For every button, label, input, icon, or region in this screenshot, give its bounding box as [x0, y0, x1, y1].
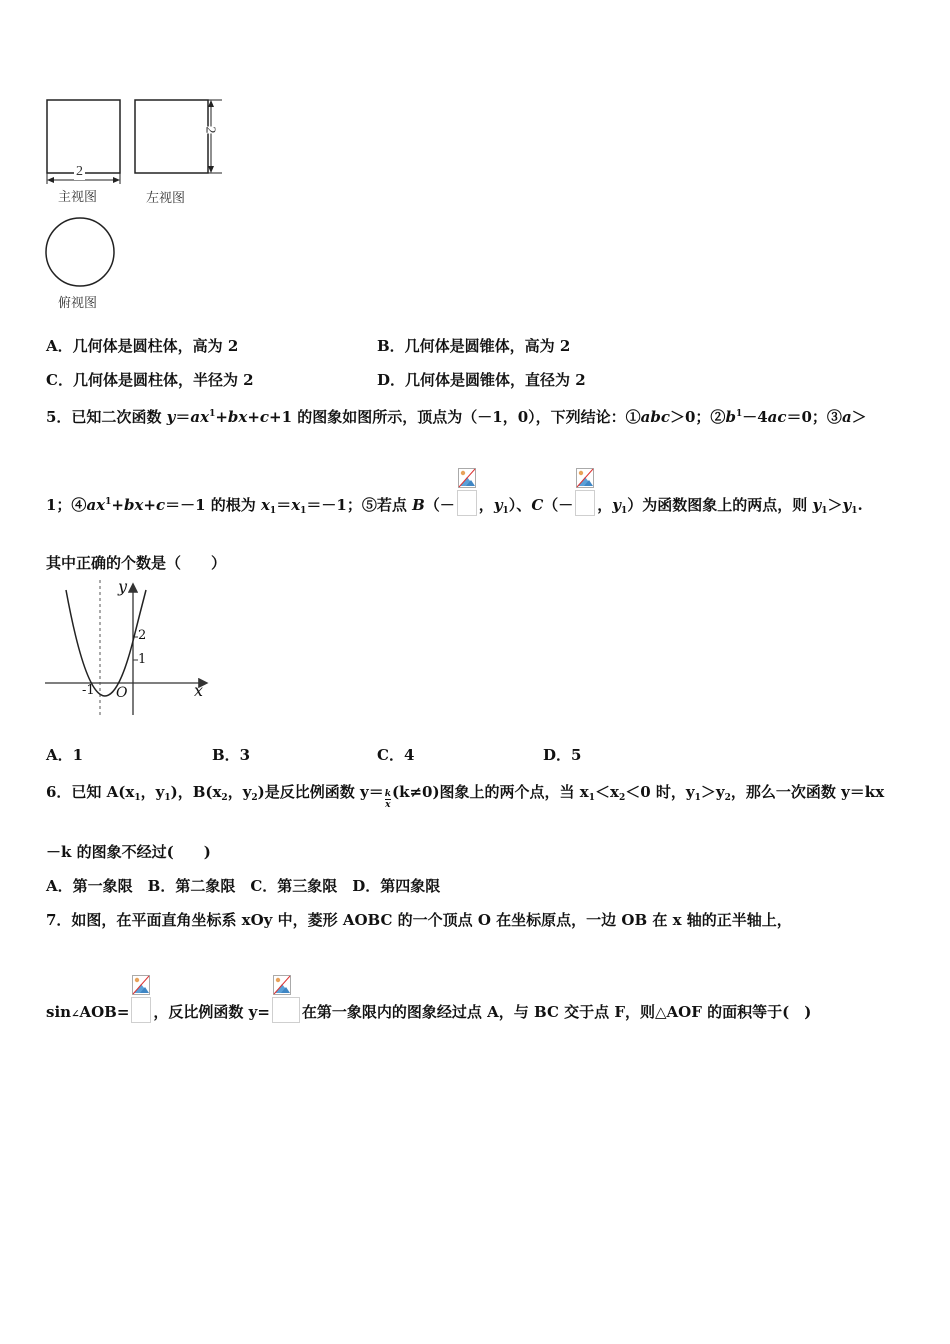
q6-sub: 2 [724, 793, 731, 803]
q6-text: 6．已知 A(x [46, 783, 135, 801]
q5-y: y [493, 496, 503, 514]
q6-sub: 1 [164, 793, 171, 803]
q6-text: )是反比例函数 y＝ [257, 783, 384, 801]
front-dim-label: 2 [76, 164, 83, 179]
q5-ya: y [812, 496, 822, 514]
q5-yb: y [842, 496, 852, 514]
q5-abc: abc [640, 408, 670, 426]
q6-text: )，B(x [170, 783, 222, 801]
broken-image-icon [575, 490, 595, 516]
q5-eq: ＝ [175, 408, 191, 426]
q6-sub: 1 [588, 793, 595, 803]
parabola-graph [40, 575, 220, 725]
q5-eq-2: ＝ [276, 496, 292, 514]
q5-item5: ＝－1；⑤若点 [306, 496, 413, 514]
q7-text: ，反比例函数 y= [153, 1003, 270, 1021]
fraction-denominator: x [385, 800, 391, 810]
q5-ax-2: ax [86, 496, 106, 514]
q5-line-1 [46, 404, 867, 427]
q5-period: . [857, 496, 863, 514]
image-placeholder-icon [458, 468, 476, 488]
q5-point-b: B [412, 496, 425, 514]
q5-line-2 [46, 490, 863, 521]
q4-option-d: D．几何体是圆锥体，直径为 2 [377, 371, 586, 389]
q5-conclusion: ）为函数图象上的两点，则 [627, 496, 813, 514]
q7-line-1: 7．如图，在平面直角坐标系 xOy 中，菱形 AOBC 的一个顶点 O 在坐标原点，一边 OB 在 x 轴的正半轴上， [46, 911, 792, 929]
image-placeholder-icon [576, 468, 594, 488]
q5-sep: ）、 [508, 496, 532, 514]
q6-line-2: －k 的图象不经过( ) [46, 843, 211, 861]
q5-a: a [841, 408, 852, 426]
q5-text-2: +1 的图象如图所示，顶点为（－1，0），下列结论：① [269, 408, 641, 426]
q5-option-a: A．1 [46, 746, 84, 764]
q5-text-3: ＞0；② [670, 408, 726, 426]
q4-option-b: B．几何体是圆锥体，高为 2 [377, 337, 571, 355]
q5-text: 5．已知二次函数 [46, 408, 167, 426]
q5-y-sub: 1 [502, 506, 509, 516]
q5-exp: 1 [209, 409, 216, 419]
q5-ac: ac [767, 408, 787, 426]
y-axis-label: y [118, 577, 128, 596]
q5-gt: ＞ [851, 408, 867, 426]
q6-text: ，y [227, 783, 252, 801]
q5-comma: ， [478, 496, 494, 514]
q6-sub: 2 [251, 793, 258, 803]
q6-fraction [385, 789, 391, 810]
q5-var-y: y [166, 408, 176, 426]
q5-bxc: +bx+c [215, 408, 270, 426]
q6-sub: 1 [134, 793, 141, 803]
side-dim-label: 2 [202, 126, 218, 134]
q5-b: b [725, 408, 736, 426]
q6-text: ，那么一次函数 y＝kx [730, 783, 885, 801]
tick-label-neg1: -1 [82, 683, 95, 698]
q6-sub: 1 [694, 793, 701, 803]
front-view-label: 主视图 [58, 190, 98, 205]
q5-x2: x [291, 496, 301, 514]
q5-y-sub-2: 1 [621, 506, 628, 516]
q5-option-d: D．5 [543, 746, 582, 764]
top-view-circle [46, 218, 114, 286]
q6-line-1 [46, 782, 884, 810]
broken-image-icon [272, 997, 300, 1023]
side-view-label: 左视图 [146, 191, 186, 206]
q5-option-c: C．4 [377, 746, 415, 764]
q7-line-2 [46, 997, 811, 1025]
q5-ax: ax [190, 408, 210, 426]
parabola-curve [66, 590, 146, 696]
q6-text: (k≠0)图象上的两个点，当 x [391, 783, 589, 801]
q6-text: ，y [140, 783, 165, 801]
origin-label: O [116, 685, 128, 701]
image-placeholder-icon [132, 975, 150, 995]
top-view-label: 俯视图 [58, 296, 98, 311]
q5-minus4: －4 [742, 408, 768, 426]
q5-comma-2: ， [597, 496, 613, 514]
x-axis-label: x [194, 681, 204, 700]
three-view-figure [40, 92, 240, 317]
q4-option-a: A．几何体是圆柱体，高为 2 [46, 337, 239, 355]
q5-x2-sub: 1 [300, 506, 307, 516]
tick-label-2: 2 [138, 628, 147, 643]
q5-paren: （－ [424, 496, 455, 514]
broken-image-icon [131, 997, 151, 1023]
side-view-square [135, 100, 208, 173]
q5-point-c: C [531, 496, 544, 514]
angle-icon: ∠ [71, 1009, 80, 1020]
q5-exp-2: 1 [105, 497, 112, 507]
q5-bxc-2: +bx+c [111, 496, 166, 514]
q6-text: ＜x [595, 783, 619, 801]
q5-option-b: B．3 [212, 746, 251, 764]
q7-aob: AOB= [79, 1003, 130, 1021]
q5-y-2: y [612, 496, 622, 514]
q5-paren-2: （－ [543, 496, 574, 514]
q5-root-text: ＝－1 的根为 [165, 496, 261, 514]
fraction-numerator: k [384, 789, 391, 799]
q7-sin: sin [46, 1003, 72, 1021]
q6-sub: 2 [618, 793, 626, 803]
front-view-square [47, 100, 120, 173]
q5-text-4: ＝0；③ [786, 408, 842, 426]
parabola-svg [40, 575, 220, 725]
q5-ya-sub: 1 [821, 506, 828, 516]
q6-text: ＞y [700, 783, 725, 801]
q7-text-2: 在第一象限内的图象经过点 A，与 BC 交于点 F，则△AOF 的面积等于( ) [301, 1003, 812, 1021]
q6-sub: 2 [221, 793, 228, 803]
broken-image-icon [457, 490, 477, 516]
q5-x1-sub: 1 [269, 506, 277, 516]
q6-text: ＜0 时，y [625, 783, 695, 801]
q5-gt-2: ＞ [827, 496, 843, 514]
tick-label-1: 1 [138, 652, 147, 667]
q4-option-c: C．几何体是圆柱体，半径为 2 [46, 371, 254, 389]
q5-item4: 1；④ [46, 496, 87, 514]
q5-yb-sub: 1 [851, 506, 858, 516]
q5-b-exp: 1 [735, 409, 743, 419]
image-placeholder-icon [273, 975, 291, 995]
q5-x1: x [260, 496, 270, 514]
q5-line-3: 其中正确的个数是（ ） [46, 554, 227, 572]
q6-options: A．第一象限 B．第二象限 C．第三象限 D．第四象限 [46, 877, 441, 895]
